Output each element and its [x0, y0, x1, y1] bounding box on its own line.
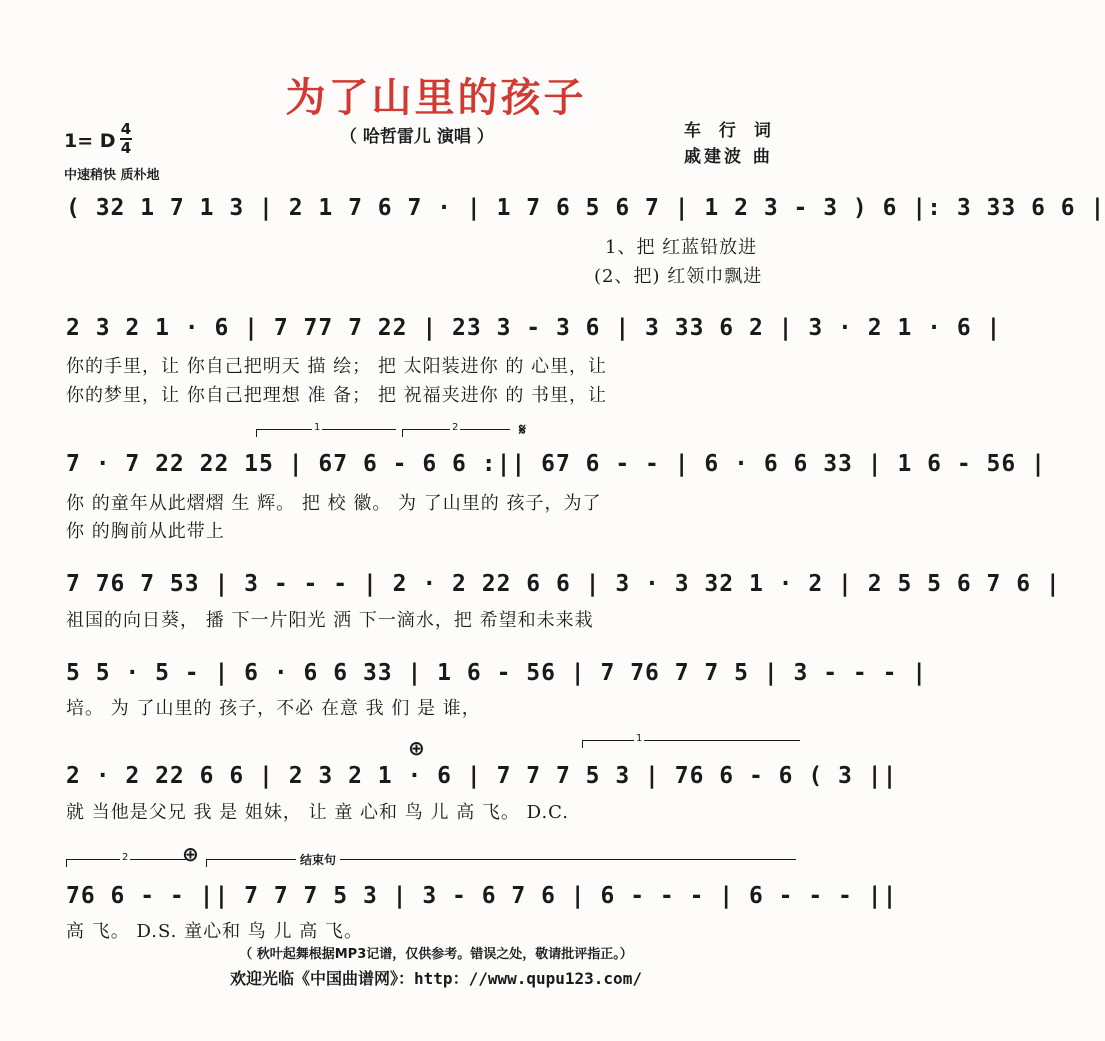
system-3-lyric-2: 你 的胸前从此带上: [66, 521, 225, 542]
segno-sign: 𝄋: [519, 420, 526, 439]
volta-2-label: 2: [452, 422, 459, 433]
lyricist-credit: 车 行 词: [684, 121, 777, 141]
volta-1-label: 1: [314, 422, 321, 433]
transcription-note: （ 秋叶起舞根据MP3记谱，仅供参考。错误之处，敬请批评指正。）: [239, 947, 633, 962]
coda-sign-2: ⊕: [182, 842, 199, 866]
system-7-lyric-1: 高 飞。 D.S. 童心和 鸟 儿 高 飞。: [66, 921, 363, 942]
system-4-lyric-1: 祖国的向日葵， 播 下一片阳光 洒 下一滴水，把 希望和未来栽: [66, 610, 594, 631]
performer-credit: （ 哈哲雷儿 演唱 ）: [340, 127, 494, 147]
ending-label: 结束句: [296, 851, 340, 868]
key-signature: 1= D: [64, 130, 116, 152]
system-2-notes: 2 3 2 1 · 6 | 7 77 7 22 | 23 3 - 3 6 | 3 33 6 2 | 3 · 2 1 · 6 |: [66, 315, 1002, 341]
site-footer: 欢迎光临《中国曲谱网》：http：//www.qupu123.com/: [230, 969, 642, 988]
system-7-notes: 76 6 - - || 7 7 7 5 3 | 3 - 6 7 6 | 6 - - - | 6 - - - ||: [66, 883, 898, 909]
system-6-lyric-1: 就 当他是父兄 我 是 姐妹， 让 童 心和 鸟 儿 高 飞。 D.C.: [66, 802, 570, 823]
system-2-lyric-2: 你的梦里，让 你自己把理想 准 备； 把 祝福夹进你 的 书里，让: [66, 385, 608, 406]
tempo-marking: 中速稍快 质朴地: [64, 168, 160, 183]
composer-credit: 戚建波 曲: [684, 147, 773, 167]
system-1-lyric-2: (2、把) 红领巾飘进: [594, 266, 763, 287]
system-1-notes: ( 32 1 7 1 3 | 2 1 7 6 7 · | 1 7 6 5 6 7 | 1 2 3 - 3 ) 6 |: 3 33 6 6 |: [66, 195, 1105, 221]
system-4-notes: 7 76 7 53 | 3 - - - | 2 · 2 22 6 6 | 3 · 3 32 1 · 2 | 2 5 5 6 7 6 |: [66, 571, 1061, 597]
system-2-lyric-1: 你的手里，让 你自己把明天 描 绘； 把 太阳装进你 的 心里，让: [66, 356, 608, 377]
system-1-lyric-1: 1、把 红蓝铅放进: [605, 237, 758, 258]
time-signature: [120, 122, 132, 156]
system-5-lyric-1: 培。 为 了山里的 孩子，不必 在意 我 们 是 谁，: [66, 698, 481, 719]
time-signature-bottom: 4: [120, 139, 132, 157]
ending-volta-1-label: 1: [636, 733, 643, 744]
song-title: 为了山里的孩子: [285, 75, 587, 121]
time-signature-top: 4: [120, 120, 132, 138]
system-3-notes: 7 · 7 22 22 15 | 67 6 - 6 6 :|| 67 6 - - | 6 · 6 6 33 | 1 6 - 56 |: [66, 451, 1046, 477]
coda-sign: ⊕: [408, 736, 425, 760]
system-5-notes: 5 5 · 5 - | 6 · 6 6 33 | 1 6 - 56 | 7 76 7 7 5 | 3 - - - |: [66, 660, 928, 686]
system-6-notes: 2 · 2 22 6 6 | 2 3 2 1 · 6 | 7 7 7 5 3 | 76 6 - 6 ( 3 ||: [66, 763, 898, 789]
ending-volta-2-label: 2: [122, 852, 129, 863]
system-3-lyric-1: 你 的童年从此熠熠 生 辉。 把 校 徽。 为 了山里的 孩子，为了: [66, 493, 602, 514]
